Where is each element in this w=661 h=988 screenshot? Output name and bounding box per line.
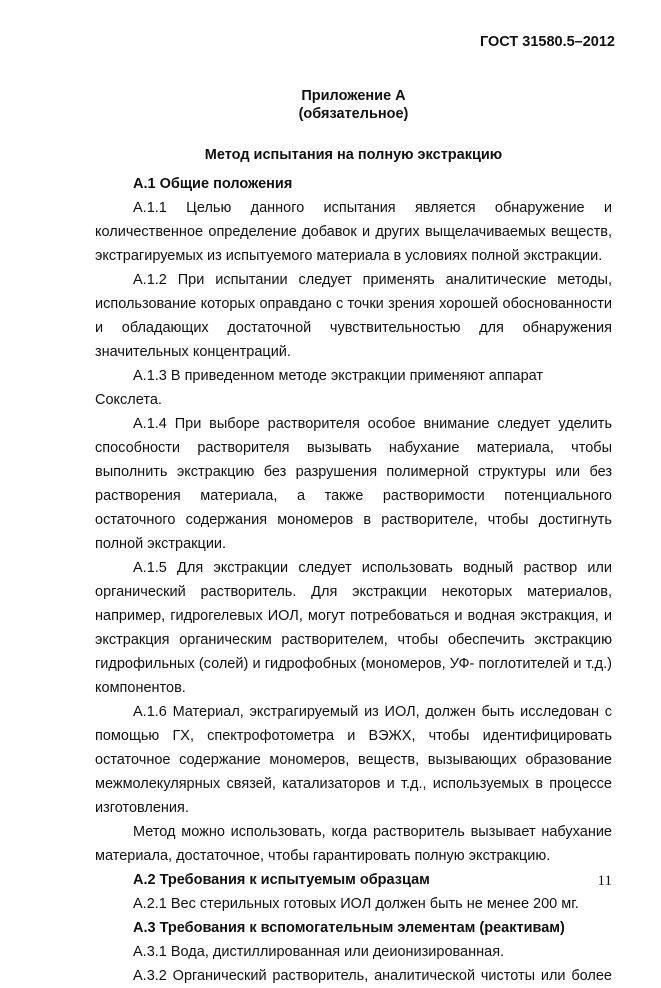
section-heading-a3: А.3 Требования к вспомогательным элементам (реактивам) xyxy=(133,920,565,936)
appendix-heading xyxy=(95,87,612,123)
document-body xyxy=(95,172,612,988)
paragraph-a1-3: А.1.3 В приведенном методе экстракции применяют аппарат Сокслета. xyxy=(95,368,544,408)
standard-header: ГОСТ 31580.5–2012 xyxy=(479,34,615,50)
paragraph-a1-6: А.1.6 Материал, экстрагируемый из ИОЛ, должен быть исследован с помощью ГХ, спектрофотометра и ВЭЖХ, чтобы идентифицировать остаточное содержание мономеров, веществ, вызывающих образование межмолекулярных связей, катализаторов и т.д., используемых в процессе изготовления. xyxy=(95,704,612,816)
method-title: Метод испытания на полную экстракцию xyxy=(204,147,503,163)
appendix-title: Приложение А xyxy=(301,88,406,104)
paragraph-a1-2: А.1.2 При испытании следует применять аналитические методы, использование которых оправдано с точки зрения хорошей обоснованности и обладающих достаточной чувствительностью для обнаружения значительных концентраций. xyxy=(95,272,612,360)
appendix-status: (обязательное) xyxy=(298,106,409,122)
paragraph-a3-1: А.3.1 Вода, дистиллированная или деионизированная. xyxy=(133,944,505,960)
section-heading-a2: А.2 Требования к испытуемым образцам xyxy=(133,872,430,888)
paragraph-a1-4: А.1.4 При выборе растворителя особое внимание следует уделить способности растворителя вызывать набухание материала, чтобы выполнить экстракцию без разрушения полимерной структуры или без растворения материала, а также растворимости потенциального остаточного содержания мономеров в растворителе, чтобы достигнуть полной экстракции. xyxy=(95,416,612,552)
paragraph-a2-1: А.2.1 Вес стерильных готовых ИОЛ должен быть не менее 200 мг. xyxy=(133,896,579,912)
paragraph-a1-1: А.1.1 Целью данного испытания является обнаружение и количественное определение добавок и других выщелачиваемых веществ, экстрагируемых из испытуемого материала в условиях полной экстракции. xyxy=(95,200,612,264)
page-number: 11 xyxy=(597,873,612,889)
paragraph-method-note: Метод можно использовать, когда растворитель вызывает набухание материала, достаточное, чтобы гарантировать полную экстракцию. xyxy=(95,824,612,864)
paragraph-a3-2: А.3.2 Органический растворитель, аналитической чистоты или более xyxy=(133,968,612,984)
paragraph-a1-5: А.1.5 Для экстракции следует использовать водный раствор или органический растворитель. Для экстракции некоторых материалов, например, гидрогелевых ИОЛ, могут потребоваться и водная экстракция, и экстракция органическим растворителем, чтобы обеспечить экстракцию гидрофильных (солей) и гидрофобных (мономеров, УФ- поглотителей и т.д.) компонентов. xyxy=(95,560,612,696)
section-heading-a1: А.1 Общие положения xyxy=(133,176,293,192)
